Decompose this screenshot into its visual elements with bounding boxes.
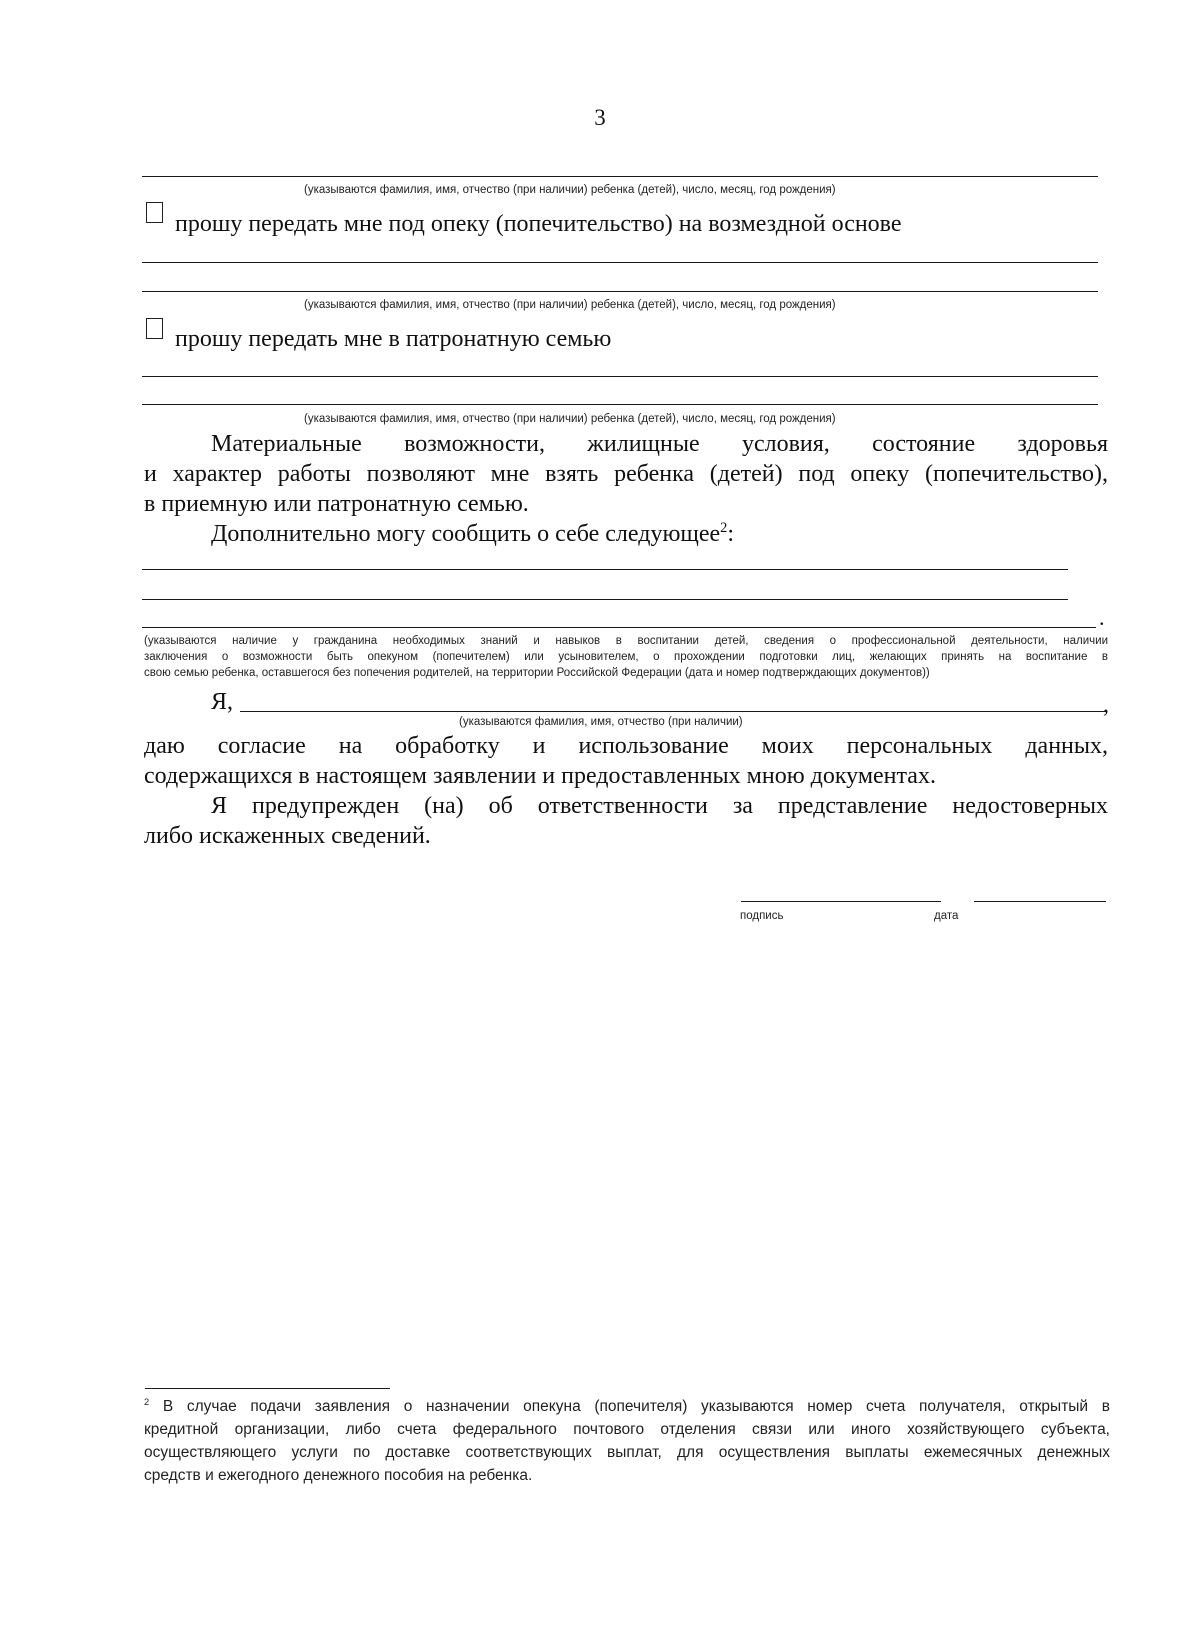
date-line[interactable] (974, 901, 1106, 902)
consent-line-1: даю согласие на обработку и использование моих персональных данных, (144, 733, 1108, 759)
child-name-line-3a[interactable] (142, 376, 1098, 377)
warning-line-2: либо искаженных сведений. (144, 823, 431, 849)
additional-info-note-line-3: свою семью ребенка, оставшегося без попечения родителей, на территории Российской Федерации (дата и номер подтверждающих документов)) (144, 667, 930, 679)
material-paragraph-line-1: Материальные возможности, жилищные условия, состояние здоровья (211, 431, 1108, 457)
child-name-line-1[interactable] (142, 176, 1098, 177)
child-caption-2: (указываются фамилия, имя, отчество (при наличии) ребенка (детей), число, месяц, год рождения) (304, 299, 836, 311)
consent-fio-line[interactable] (240, 711, 1106, 712)
footnote-line-3: осуществляющего услуги по доставке соответствующих выплат, для осуществления выплаты ежемесячных денежных (144, 1444, 1110, 1461)
child-name-line-2b[interactable] (142, 291, 1098, 292)
material-paragraph-line-2: и характер работы позволяют мне взять ребенка (детей) под опеку (попечительство), (144, 461, 1108, 487)
footnote-separator (145, 1388, 390, 1389)
footnote-ref: 2 (720, 520, 728, 536)
signature-label: подпись (740, 910, 784, 922)
consent-fio-caption: (указываются фамилия, имя, отчество (при наличии) (459, 716, 743, 728)
footnote-line-2: кредитной организации, либо счета федерального почтового отделения связи или иного хозяйствующего субъекта, (144, 1421, 1110, 1438)
date-label: дата (934, 910, 959, 922)
additional-info-note-line-1: (указываются наличие у гражданина необходимых знаний и навыков в воспитании детей, сведения о профессиональной деятельности, наличии (144, 635, 1108, 647)
additional-info-line-3[interactable] (142, 627, 1096, 628)
child-caption-1: (указываются фамилия, имя, отчество (при наличии) ребенка (детей), число, месяц, год рождения) (304, 184, 836, 196)
option-foster-family-label: прошу передать мне в патронатную семью (175, 326, 612, 352)
additional-info-heading: Дополнительно могу сообщить о себе следующее$^2$: (211, 520, 735, 547)
warning-line-1: Я предупрежден (на) об ответственности за представление недостоверных (211, 793, 1108, 819)
footnote-line-1: $^2$ В случае подачи заявления о назначении опекуна (попечителя) указываются номер счета получателя, открытый в (144, 1396, 1110, 1415)
signature-line[interactable] (741, 901, 941, 902)
option-paid-guardianship-checkbox[interactable] (146, 202, 163, 223)
option-paid-guardianship-label: прошу передать мне под опеку (попечительство) на возмездной основе (175, 211, 902, 237)
child-caption-3: (указываются фамилия, имя, отчество (при наличии) ребенка (детей), число, месяц, год рождения) (304, 413, 836, 425)
additional-info-end-dot: . (1099, 605, 1105, 630)
footnote-line-4: средств и ежегодного денежного пособия на ребенка. (144, 1467, 533, 1484)
option-foster-family-checkbox[interactable] (146, 318, 163, 339)
consent-ya-label: Я, (211, 689, 234, 715)
child-name-line-3b[interactable] (142, 404, 1098, 405)
additional-info-note-line-2: заключения о возможности быть опекуном (попечителем) или усыновителем, о прохождении подготовки лиц, желающих принять на воспитание в (144, 651, 1108, 663)
child-name-line-2a[interactable] (142, 262, 1098, 263)
material-paragraph-line-3: в приемную или патронатную семью. (144, 491, 529, 517)
page-number: 3 (594, 105, 606, 130)
additional-info-line-2[interactable] (142, 599, 1068, 600)
additional-info-line-1[interactable] (142, 569, 1068, 570)
consent-line-2: содержащихся в настоящем заявлении и предоставленных мною документах. (144, 763, 936, 789)
consent-fio-comma: , (1103, 692, 1109, 718)
footnote-number: 2 (144, 1396, 150, 1407)
